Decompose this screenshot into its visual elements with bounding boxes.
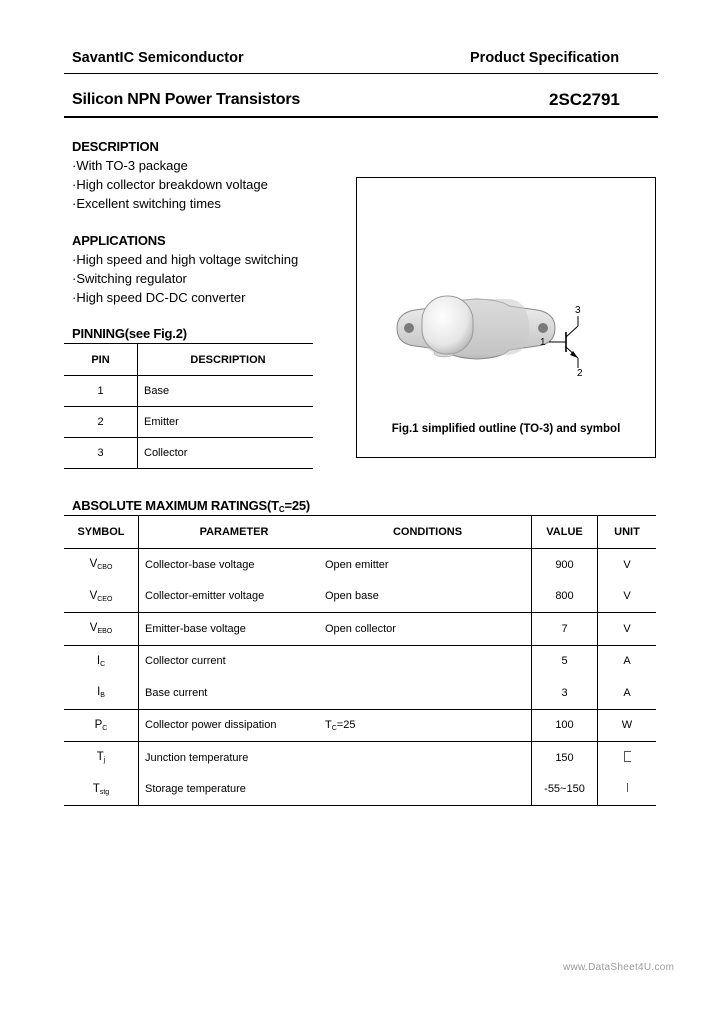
unit-cell: V (623, 622, 631, 635)
column-header-conditions: CONDITIONS (392, 526, 463, 538)
conditions-cell (324, 742, 532, 774)
value-cell: 150 (532, 742, 598, 774)
table-row (64, 645, 656, 677)
parameter-cell: Collector-base voltage (145, 558, 255, 571)
condition-symbol: T (325, 718, 332, 731)
pin-label-3: 3 (575, 305, 581, 316)
table-row (64, 581, 656, 613)
parameter-cell: Storage temperature (145, 783, 246, 796)
symbol-main: T (92, 782, 100, 795)
unit-cell (598, 774, 657, 806)
parameter-cell: Emitter-base voltage (145, 622, 246, 635)
parameter-cell: Collector power dissipation (145, 719, 277, 732)
symbol-main: V (89, 558, 98, 571)
pin-label-1: 1 (540, 337, 546, 348)
column-header-pin: PIN (64, 344, 138, 376)
ratings-table (64, 515, 656, 806)
symbol-main: T (96, 751, 104, 764)
conditions-cell (324, 677, 532, 709)
symbol-cell (64, 774, 139, 806)
table-row (64, 613, 656, 646)
unit-glyph-icon (627, 783, 628, 792)
figure-drawing (357, 178, 655, 457)
unit-cell: A (623, 686, 631, 699)
value-cell: 5 (532, 645, 598, 677)
symbol-main: P (94, 718, 103, 731)
value-cell: -55~150 (532, 774, 598, 806)
parameter-cell: Junction temperature (145, 751, 249, 764)
pin-number: 2 (64, 407, 138, 438)
symbol-cell (64, 645, 139, 677)
table-row (64, 742, 656, 774)
symbol-cell (64, 549, 139, 581)
symbol-sub: C (100, 660, 106, 668)
symbol-sub: CEO (97, 595, 113, 603)
list-item: ·With TO-3 package (72, 158, 188, 173)
collector-line (566, 326, 578, 337)
ratings-heading-close: ) (305, 498, 311, 513)
value-cell: 100 (532, 709, 598, 742)
pin-description: Base (144, 385, 170, 397)
applications-heading: APPLICATIONS (72, 233, 166, 248)
table-header-row (64, 344, 313, 376)
list-item: ·Switching regulator (72, 271, 187, 286)
company-name: SavantIC Semiconductor (72, 50, 244, 66)
value-cell: 900 (532, 549, 598, 581)
parameter-cell: Collector current (145, 655, 226, 668)
column-header-description: DESCRIPTION (190, 353, 266, 366)
table-row (64, 438, 313, 469)
document-type: Product Specification (470, 50, 620, 66)
parameter-cell: Base current (145, 686, 208, 699)
conditions-cell (324, 774, 532, 806)
symbol-cell (64, 613, 139, 646)
condition-tail: =25 (336, 718, 356, 731)
applications-list (72, 250, 298, 307)
symbol-cell (64, 677, 139, 709)
column-header-parameter: PARAMETER (199, 526, 269, 538)
symbol-cell (64, 709, 139, 742)
ratings-heading-tail: =25 (284, 498, 306, 513)
page-title: Silicon NPN Power Transistors (72, 91, 301, 108)
symbol-main: V (89, 622, 98, 635)
column-header-symbol: SYMBOL (64, 516, 139, 549)
pinning-heading: PINNING(see Fig.2) (72, 326, 187, 341)
header-divider (64, 73, 658, 74)
table-row (64, 376, 313, 407)
symbol-cell (64, 742, 139, 774)
mounting-hole-left (404, 323, 414, 333)
to3-package-image (397, 296, 555, 359)
conditions-cell: Open emitter (325, 558, 389, 571)
figure-box (356, 177, 656, 458)
title-divider (64, 116, 658, 118)
symbol-sub: C (102, 724, 108, 732)
pin-number: 1 (64, 376, 138, 407)
mounting-hole-right (538, 323, 548, 333)
value-cell: 7 (532, 613, 598, 646)
table-row (64, 549, 656, 581)
figure-caption: Fig.1 simplified outline (TO-3) and symbol (391, 423, 621, 435)
ratings-heading-text: ABSOLUTE MAXIMUM RATINGS(T (72, 498, 279, 513)
list-item: ·High speed DC-DC converter (72, 290, 246, 305)
unit-cell: A (623, 655, 631, 668)
part-number: 2SC2791 (549, 90, 620, 109)
list-item: ·High collector breakdown voltage (72, 177, 268, 192)
table-row (64, 774, 656, 806)
table-header-row (64, 516, 656, 549)
unit-cell (598, 742, 657, 774)
unit-cell: V (623, 590, 631, 603)
pin-number: 3 (64, 438, 138, 469)
ratings-heading (72, 498, 310, 514)
conditions-cell: Open collector (325, 622, 396, 635)
conditions-cell (324, 645, 532, 677)
description-heading: DESCRIPTION (72, 139, 159, 154)
unit-glyph-icon (624, 751, 631, 762)
list-item: ·Excellent switching times (72, 196, 221, 211)
unit-cell: V (623, 558, 631, 571)
symbol-main: V (89, 589, 98, 602)
symbol-sub: EBO (97, 628, 113, 636)
symbol-sub: B (100, 692, 105, 700)
condition-sub: C (331, 724, 337, 732)
symbol-sub: stg (99, 788, 110, 796)
table-row (64, 677, 656, 709)
pin-label-2: 2 (577, 368, 583, 379)
column-header-value: VALUE (532, 516, 598, 549)
value-cell: 800 (532, 581, 598, 613)
pin-description: Collector (144, 447, 188, 459)
column-header-unit: UNIT (614, 526, 640, 538)
value-cell: 3 (532, 677, 598, 709)
pin-description: Emitter (144, 416, 179, 428)
table-row (64, 407, 313, 438)
symbol-cell (64, 581, 139, 613)
conditions-cell: Open base (325, 590, 379, 603)
list-item: ·High speed and high voltage switching (72, 252, 299, 267)
ratings-heading-sub: C (278, 505, 285, 514)
pinning-table (64, 343, 313, 469)
symbol-sub: j (103, 757, 106, 765)
symbol-sub: CBO (97, 564, 113, 572)
table-row (64, 709, 656, 742)
symbol-main: I (97, 686, 101, 699)
conditions-cell (324, 709, 532, 742)
unit-cell: W (621, 719, 633, 732)
watermark: www.DataSheet4U.com (563, 962, 675, 973)
description-list (72, 156, 268, 213)
symbol-main: I (96, 654, 101, 667)
parameter-cell: Collector-emitter voltage (145, 590, 265, 603)
